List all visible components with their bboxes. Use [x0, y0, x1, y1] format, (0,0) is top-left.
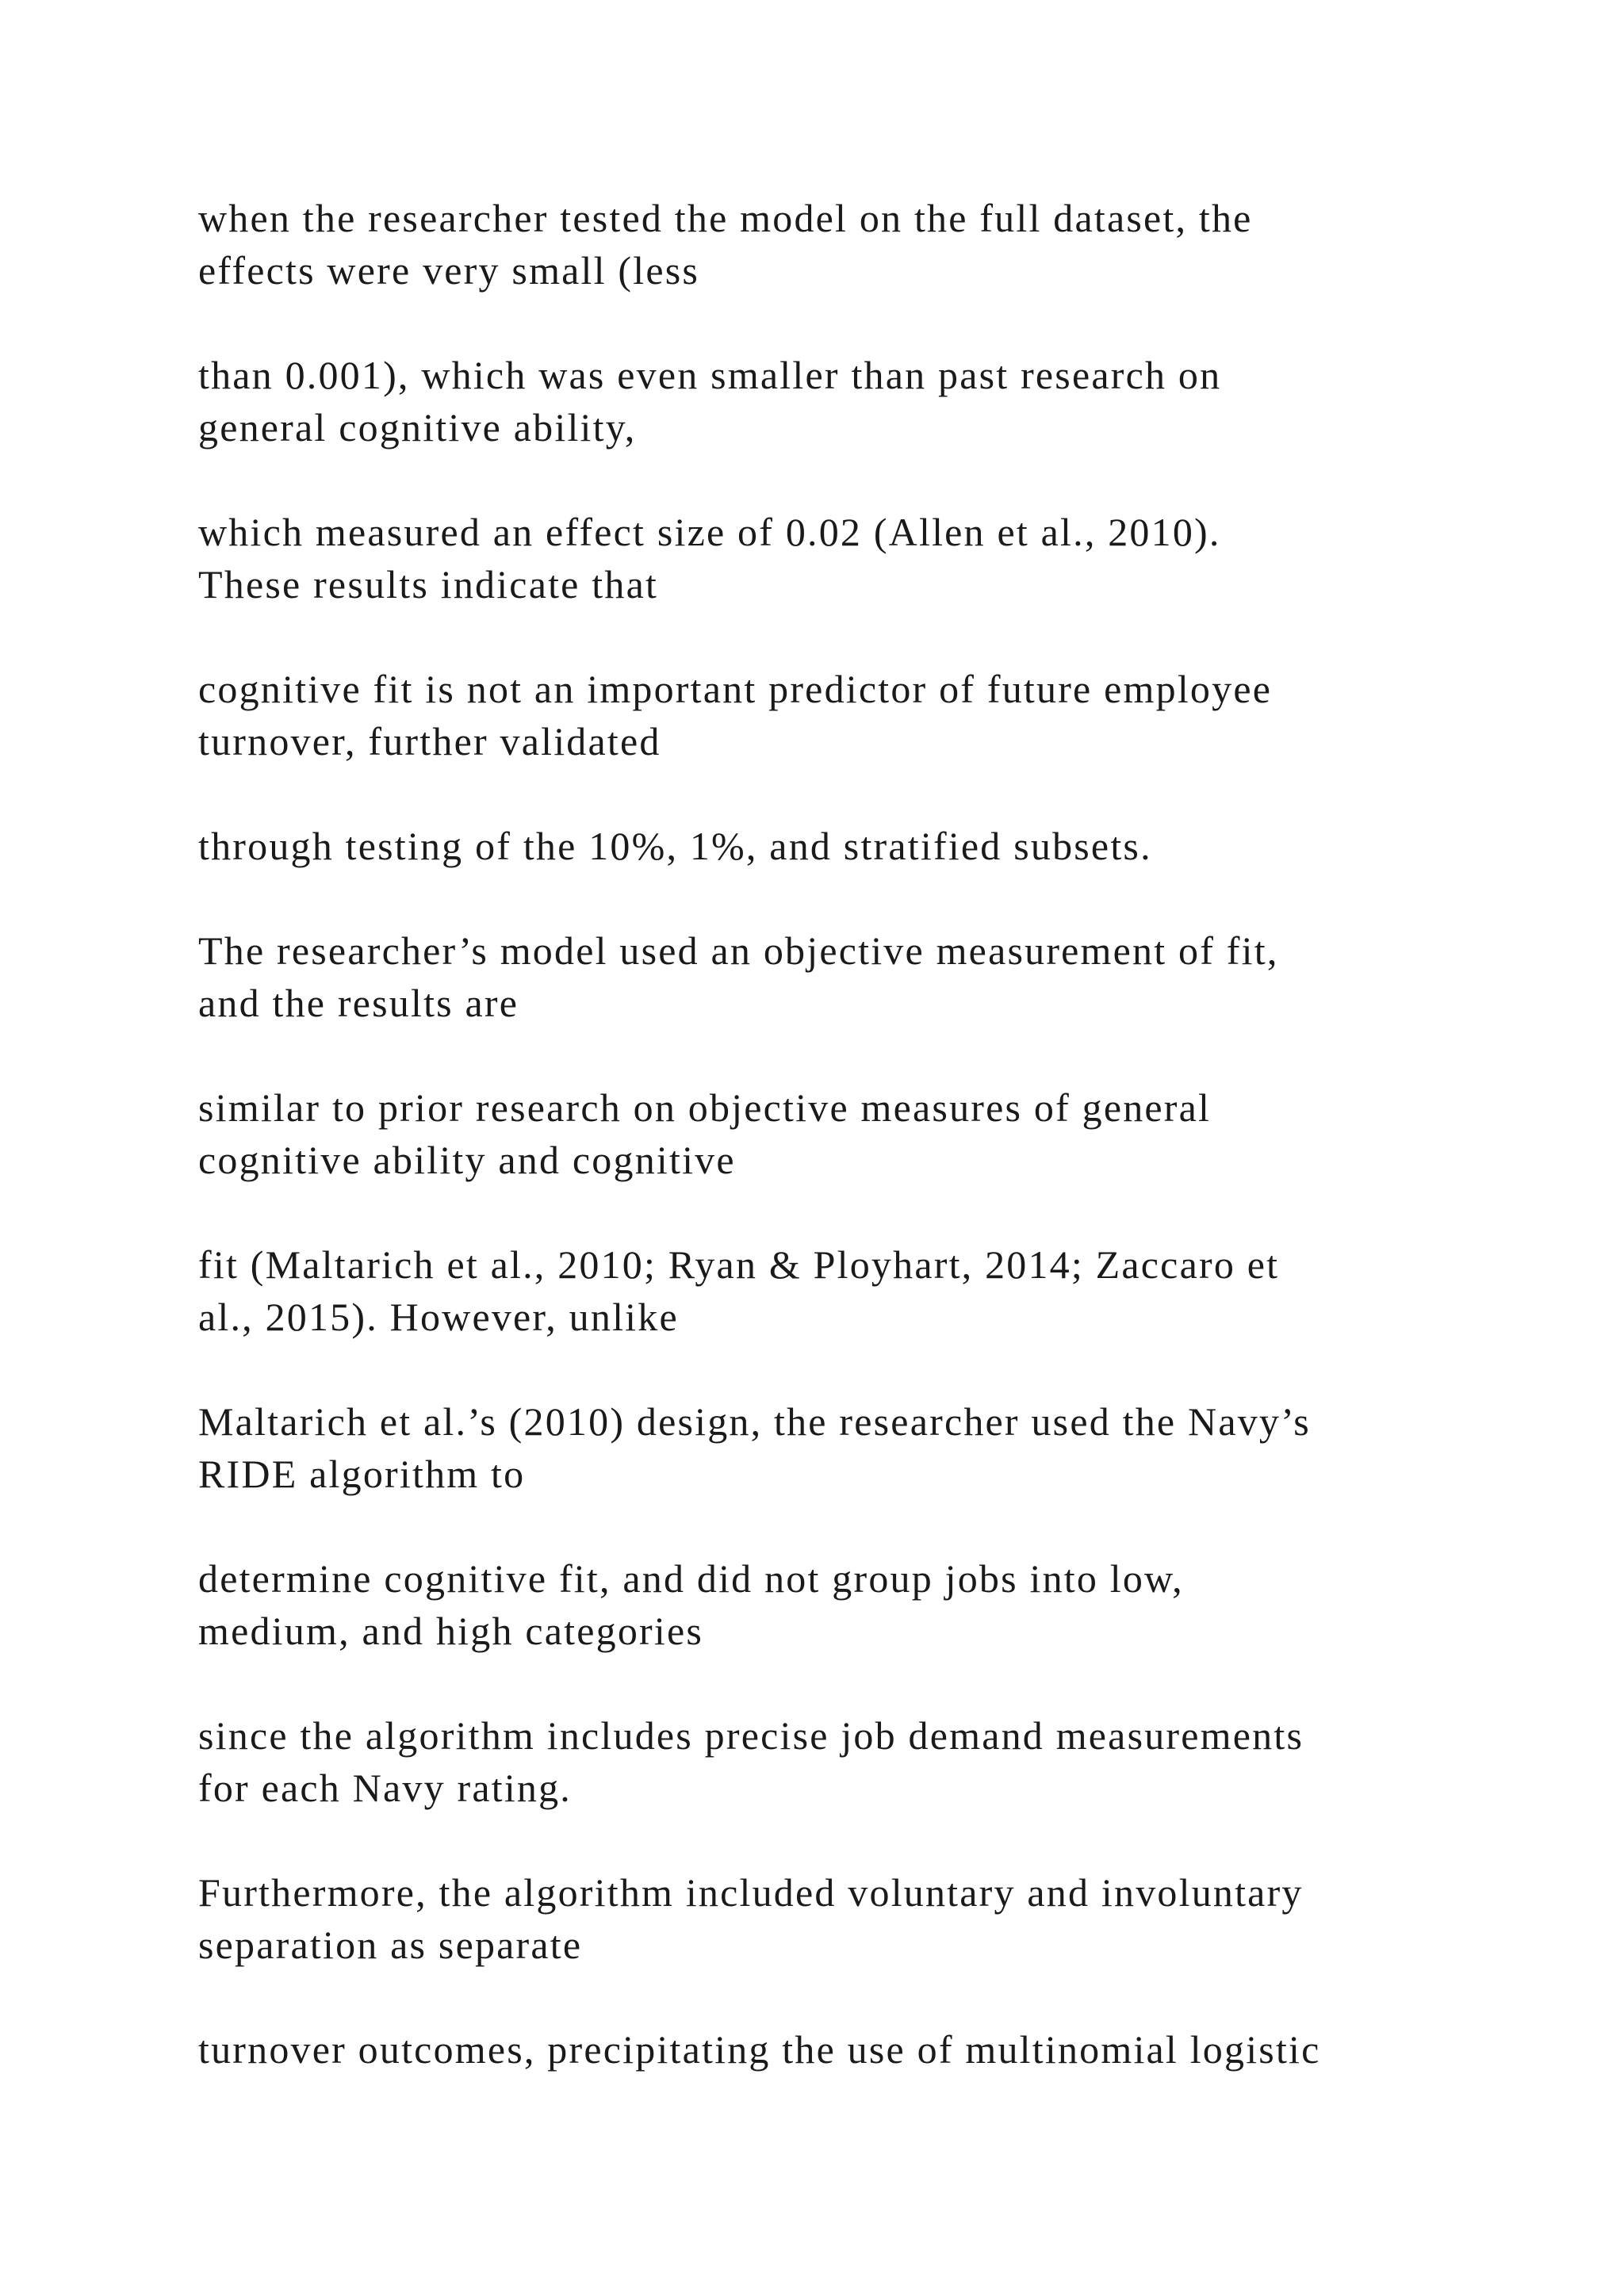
paragraph: cognitive fit is not an important predictor of future employee turnover, further validated	[198, 667, 1273, 763]
paragraph: turnover outcomes, precipitating the use of multinomial logistic	[198, 2027, 1321, 2072]
paragraph: Maltarich et al.’s (2010) design, the researcher used the Navy’s RIDE algorithm to	[198, 1399, 1311, 1496]
body-text	[198, 192, 1499, 2076]
paragraph: when the researcher tested the model on the full dataset, the effects were very small (less	[198, 196, 1253, 293]
paragraph: The researcher’s model used an objective measurement of fit, and the results are	[198, 928, 1279, 1025]
paragraph: fit (Maltarich et al., 2010; Ryan & Ployhart, 2014; Zaccaro et al., 2015). However, unlike	[198, 1242, 1280, 1339]
paragraph: determine cognitive fit, and did not group jobs into low, medium, and high categories	[198, 1556, 1184, 1653]
paragraph: than 0.001), which was even smaller than past research on general cognitive ability,	[198, 353, 1222, 450]
paragraph: through testing of the 10%, 1%, and stratified subsets.	[198, 824, 1152, 868]
paragraph: since the algorithm includes precise job demand measurements for each Navy rating.	[198, 1713, 1304, 1810]
paragraph: which measured an effect size of 0.02 (Allen et al., 2010). These results indicate that	[198, 510, 1221, 607]
paragraph: similar to prior research on objective measures of general cognitive ability and cognitive	[198, 1085, 1212, 1182]
paragraph: Furthermore, the algorithm included voluntary and involuntary separation as separate	[198, 1870, 1304, 1967]
